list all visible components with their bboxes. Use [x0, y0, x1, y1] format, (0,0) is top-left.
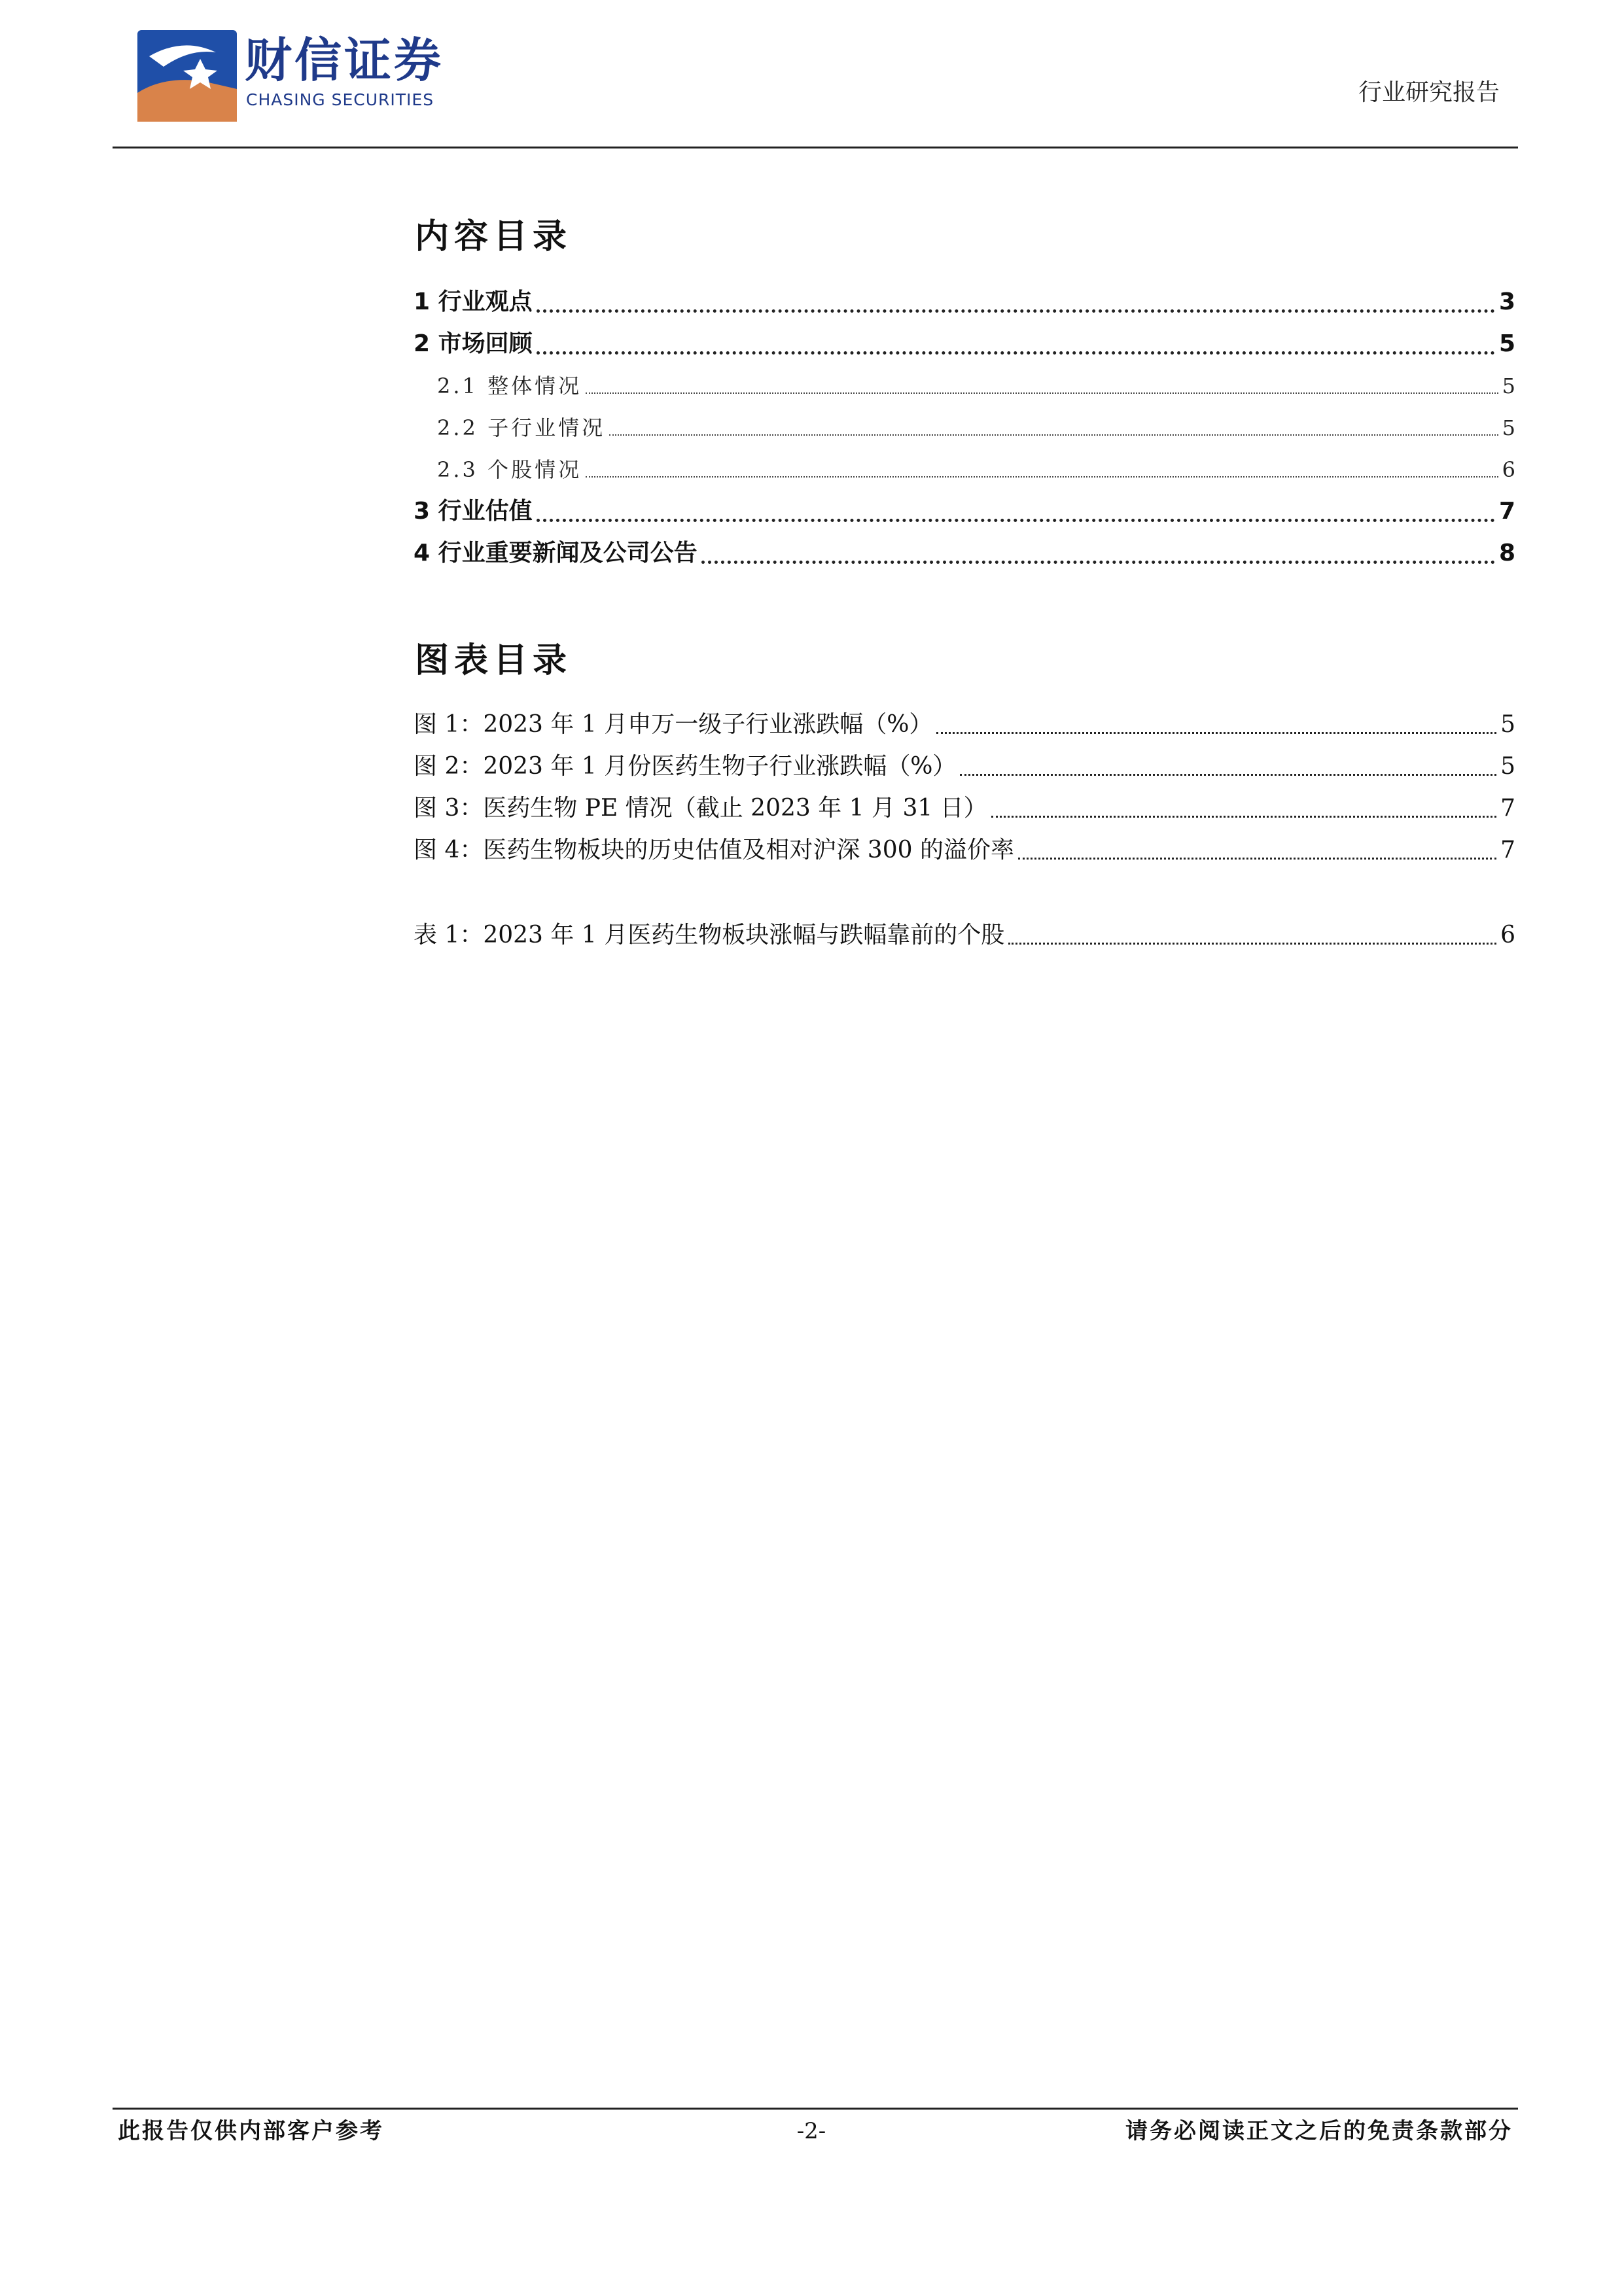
page-number: -2-: [796, 2118, 826, 2144]
footer-disclaimer-right: 请务必阅读正文之后的免责条款部分: [1125, 2118, 1513, 2144]
company-logo-icon: [137, 30, 237, 122]
leader-dots: [991, 816, 1496, 818]
leader-dots: [701, 561, 1495, 564]
figure-entry-page: 7: [1500, 837, 1515, 863]
table-entry-text: 表 1：2023 年 1 月医药生物板块涨幅与跌幅靠前的个股: [414, 922, 1005, 948]
toc-entry-page: 3: [1498, 288, 1515, 315]
toc-entry-page: 5: [1502, 374, 1515, 398]
figure-entry-text: 图 2：2023 年 1 月份医药生物子行业涨跌幅（%）: [414, 753, 957, 780]
toc-entry-page: 6: [1502, 457, 1515, 482]
figure-entry-page: 7: [1500, 795, 1515, 822]
toc-entry-text: 2.2 子行业情况: [437, 415, 606, 440]
footer-disclaimer-left: 此报告仅供内部客户参考: [118, 2118, 384, 2144]
leader-dots: [537, 519, 1495, 522]
toc-entry[interactable]: [414, 538, 1515, 569]
footer-divider: [113, 2108, 1518, 2110]
figure-entry[interactable]: [414, 793, 1515, 824]
report-type-label: 行业研究报告: [1358, 79, 1500, 106]
toc-entry-page: 5: [1502, 415, 1515, 440]
toc-title: 内容目录: [415, 217, 573, 256]
toc-entry[interactable]: [414, 413, 1515, 442]
toc-entry[interactable]: [414, 328, 1515, 360]
figure-entry[interactable]: [414, 835, 1515, 866]
figures-title: 图表目录: [415, 641, 573, 680]
leader-dots: [586, 392, 1498, 394]
toc-entry-text: 2.3 个股情况: [437, 457, 582, 482]
figure-entry-text: 图 4：医药生物板块的历史估值及相对沪深 300 的溢价率: [414, 837, 1014, 863]
figure-entry-page: 5: [1500, 711, 1515, 738]
leader-dots: [609, 434, 1498, 436]
toc-entry-text: 2.1 整体情况: [437, 374, 582, 398]
leader-dots: [537, 309, 1495, 313]
leader-dots: [1008, 943, 1496, 945]
toc-entry-page: 8: [1498, 540, 1515, 566]
figure-entry[interactable]: [414, 751, 1515, 782]
figure-entry[interactable]: [414, 709, 1515, 740]
header-divider: [113, 147, 1518, 148]
leader-dots: [960, 774, 1496, 776]
toc-entry-text: 1 行业观点: [414, 288, 533, 315]
table-entry-page: 6: [1500, 922, 1515, 948]
toc-entry-page: 7: [1498, 498, 1515, 525]
toc-entry[interactable]: [414, 496, 1515, 527]
toc-entry-text: 4 行业重要新闻及公司公告: [414, 540, 697, 566]
company-name-en: CHASING SECURITIES: [246, 90, 434, 109]
toc-entry[interactable]: [414, 372, 1515, 400]
figure-entry-page: 5: [1500, 753, 1515, 780]
page-header: [0, 0, 1624, 150]
leader-dots: [586, 476, 1498, 478]
toc-entry-text: 3 行业估值: [414, 498, 533, 525]
toc-entry-page: 5: [1498, 330, 1515, 357]
figure-entry-text: 图 1：2023 年 1 月申万一级子行业涨跌幅（%）: [414, 711, 933, 738]
company-name-cn: 财信证券: [245, 33, 444, 88]
table-entry[interactable]: [414, 920, 1515, 951]
toc-entry[interactable]: [414, 287, 1515, 318]
toc-entry[interactable]: [414, 455, 1515, 484]
leader-dots: [936, 732, 1496, 734]
leader-dots: [1018, 858, 1496, 860]
figure-entry-text: 图 3：医药生物 PE 情况（截止 2023 年 1 月 31 日）: [414, 795, 987, 822]
toc-entry-text: 2 市场回顾: [414, 330, 533, 357]
leader-dots: [537, 351, 1495, 355]
